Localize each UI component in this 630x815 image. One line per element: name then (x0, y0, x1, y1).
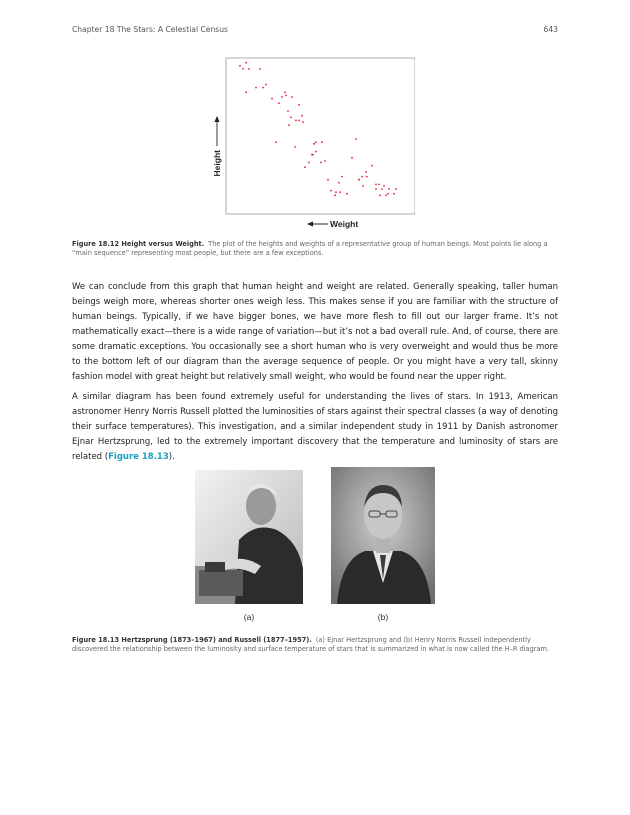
paragraph-hr-text-end: ). (168, 452, 175, 462)
data-point (287, 110, 289, 112)
photo-label-a: (a) (243, 612, 255, 622)
russell-portrait (331, 467, 435, 604)
data-point (284, 91, 286, 93)
data-point (388, 188, 390, 190)
data-point (315, 151, 317, 153)
data-point (327, 179, 329, 181)
photo-label-b: (b) (377, 612, 389, 622)
data-point (330, 190, 332, 192)
scatter-chart (205, 50, 415, 232)
data-point (301, 115, 303, 117)
paragraph-hr-discovery (72, 390, 558, 465)
data-point (341, 176, 343, 178)
data-point (355, 138, 357, 140)
data-point (262, 87, 264, 89)
data-point (366, 176, 368, 178)
data-point (334, 194, 336, 196)
data-point (375, 188, 377, 190)
paragraph-hr-text-start: A similar diagram has been found extremely useful for understanding the lives of stars. In 1913, American astronomer Henry Norris Russell plotted the luminosities of stars against their spectral classes (a way of denoting their surface temperatures). This investigation, and a similar independent study in 1911 by Danish astronomer Ejnar Hertzsprung, led to the extremely important discovery that the temperature and luminosity of stars are related ( (72, 392, 558, 462)
data-point (383, 185, 385, 187)
data-point (308, 162, 310, 164)
data-point (395, 188, 397, 190)
data-point (295, 120, 297, 122)
data-point (304, 166, 306, 168)
data-point (271, 98, 273, 100)
data-point (324, 160, 326, 162)
data-point (379, 194, 381, 196)
data-point (361, 176, 363, 178)
data-point (298, 120, 300, 122)
data-points (239, 62, 397, 196)
data-point (313, 143, 315, 145)
figure-18-13-link[interactable]: Figure 18.13 (108, 452, 169, 462)
data-point (259, 68, 261, 70)
data-point (288, 124, 290, 126)
plot-frame (226, 58, 415, 214)
data-point (346, 193, 348, 195)
data-point (381, 188, 383, 190)
data-point (275, 141, 277, 143)
data-point (378, 184, 380, 186)
data-point (338, 182, 340, 184)
data-point (278, 102, 280, 104)
data-point (302, 121, 304, 123)
figure-13-caption (72, 636, 558, 654)
russell-photo (331, 467, 435, 604)
data-point (298, 104, 300, 106)
y-axis-label (212, 116, 222, 176)
page-number: 643 (543, 25, 558, 34)
y-axis-arrow-head-icon (214, 116, 219, 122)
data-point (387, 193, 389, 195)
figure-13-label: Figure 18.13 Hertzsprung (1873–1967) and Russell (1877–1957). (72, 636, 312, 644)
data-point (365, 171, 367, 173)
figure-12-label: Figure 18.12 Height versus Weight. (72, 240, 205, 248)
data-point (358, 179, 360, 181)
data-point (265, 84, 267, 86)
data-point (245, 91, 247, 93)
data-point (291, 96, 293, 98)
data-point (375, 184, 377, 186)
hertzsprung-portrait (195, 470, 303, 604)
data-point (339, 191, 341, 193)
data-point (315, 141, 317, 143)
chapter-title: Chapter 18 The Stars: A Celestial Census (72, 25, 228, 34)
data-point (245, 62, 247, 64)
figure-13-caption-text: (a) Ejnar Hertzsprung and (b) Henry Norris Russell independently discovered the relationship between the luminosity and surface temperature of stars that is summarized in what is now called the H–R diagram. (72, 636, 550, 653)
data-point (290, 116, 292, 118)
data-point (248, 68, 250, 70)
paragraph-height-weight: We can conclude from this graph that human height and weight are related. Generally speaking, taller human beings weigh more, whereas shorter ones weigh less. This makes sense if you are familiar with the structure of human beings. Typically, if we have bigger bones, we have more flesh to fill out our larger frame. It’s not mathematically exact—there is a wide range of variation—but it’s not a bad overall rule. And, of course, there are some dramatic exceptions. You occasionally see a short human who is very overweight and would thus be more to the bottom left of our diagram than the average sequence of people. Or you might have a very tall, skinny fashion model with great height but relatively small weight, who would be found near the upper right. (72, 282, 558, 382)
data-point (371, 165, 373, 167)
data-point (255, 87, 257, 89)
data-point (294, 146, 296, 148)
hertzsprung-photo (195, 470, 303, 604)
data-point (393, 193, 395, 195)
figure-12-caption (72, 240, 558, 258)
data-point (281, 96, 283, 98)
data-point (321, 141, 323, 143)
data-point (242, 68, 244, 70)
y-axis-title: Height (212, 150, 222, 177)
data-point (285, 95, 287, 97)
x-axis-label (307, 219, 358, 229)
data-point (320, 162, 322, 164)
figure-12-caption-text: The plot of the heights and weights of a representative group of human beings. Most points lie along a “main sequence” representing most people, but there are a few exceptions. (72, 240, 548, 257)
data-point (351, 157, 353, 159)
data-point (312, 154, 314, 156)
data-point (385, 194, 387, 196)
data-point (239, 65, 241, 67)
data-point (335, 191, 337, 193)
x-axis-title: Weight (330, 219, 359, 229)
data-point (362, 185, 364, 187)
running-head (72, 25, 558, 34)
